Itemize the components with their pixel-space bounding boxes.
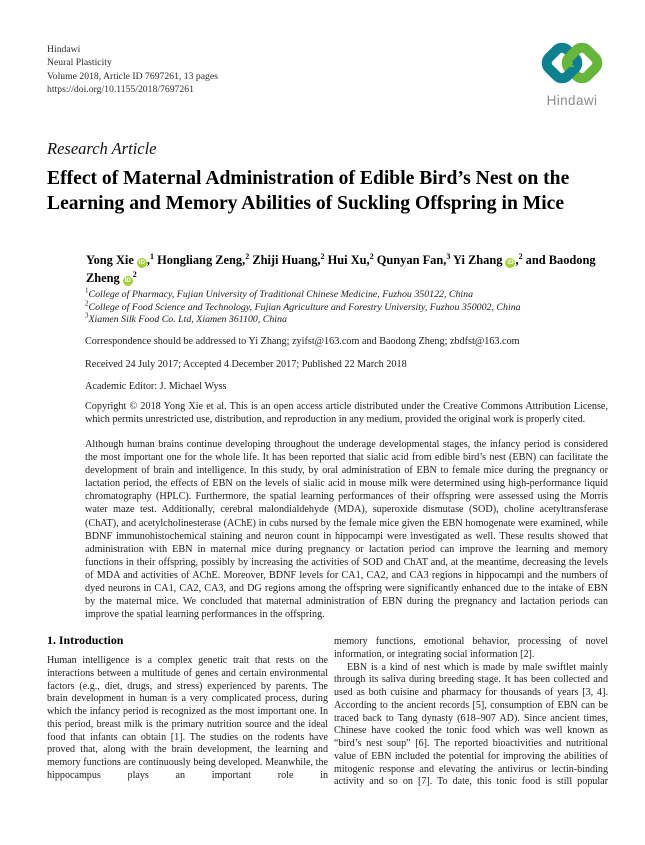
intro-paragraph-1-continuation: memory functions, emotional behavior, processing of novel information, or integrating social information [2]. xyxy=(334,636,608,660)
article-type-label: Research Article xyxy=(47,139,157,158)
doi-link[interactable]: https://doi.org/10.1155/2018/7697261 xyxy=(47,84,194,96)
email-link-zhang[interactable]: zyifst@163.com xyxy=(292,336,360,347)
editor-line: Academic Editor: J. Michael Wyss xyxy=(85,381,227,392)
correspondence-text: Correspondence should be addressed to Yi Zhang; xyxy=(85,336,293,347)
affiliation-item: $^2$College of Food Science and Technology, Fujian Agriculture and Forestry University, Fuzhou 350002, China xyxy=(85,299,521,313)
logo-wordmark: Hindawi xyxy=(546,93,598,108)
author: Yong Xie iD ,$^1$ xyxy=(86,252,154,268)
intro-paragraph-1: Human intelligence is a complex genetic trait that rests on the interactions between a multitude of genes and certain environmental factors (e.g., diet, drugs, and stress) experienced by parents. The brain development in human is a very complicated process, during which the infancy period is recognized as the most important one. In this period, breast milk is the primary nutrition source and the ideal food that infants can obtain [1]. The studies on the rodents have proved that, along with the brain development, the learning and memory functions are continuously being developed. Meanwhile, the hippocampus plays an important role in xyxy=(47,655,328,781)
orcid-icon[interactable]: iD xyxy=(124,276,131,284)
author-list xyxy=(86,252,608,287)
affiliation-list xyxy=(85,286,608,327)
correspondence-text-2: and Baodong Zheng; xyxy=(359,336,450,347)
affiliation-item: $^3$Xiamen Silk Food Co. Ltd, Xiamen 361100, China xyxy=(85,311,287,325)
author: Yi Zhang iD ,$^2$ xyxy=(452,252,523,268)
journal-name: Neural Plasticity xyxy=(47,57,112,69)
affiliation-item: $^1$College of Pharmacy, Fujian University of Traditional Chinese Medicine, Fuzhou 350122, China xyxy=(85,286,474,300)
copyright-notice: Copyright © 2018 Yong Xie et al. This is an open access article distributed under the Creative Commons Attribution License, which permits unrestricted use, distribution, and reproduction in any medium, provided the original work is properly cited. xyxy=(85,401,608,426)
orcid-icon[interactable]: iD xyxy=(138,259,145,267)
correspondence-line xyxy=(85,336,608,347)
logo-rings-icon xyxy=(534,40,610,87)
author: Qunyan Fan,$^3$ xyxy=(376,252,451,268)
volume-line: Volume 2018, Article ID 7697261, 13 pages xyxy=(47,70,218,82)
author: Zhiji Huang,$^2$ xyxy=(252,252,325,268)
author: Hongliang Zeng,$^2$ xyxy=(157,252,250,268)
intro-right-column xyxy=(334,636,608,789)
header-meta xyxy=(47,43,218,97)
intro-paragraph-2: EBN is a kind of nest which is made by male swiftlet mainly through its saliva during breeding stage. It has been collected and used as both cuisine and pharmacy for thousands of years [3, 4]. According to the ancient records [5], consumption of EBN can be traced back to Tang dynasty (618–907 AD). Since ancient times, Chinese have cooked the tonic food which was well known as “bird’s nest soup” [6]. The reported bioactivities and nutritional value of EBN included the potential for improving the abilities of mitogenic response and elevating the antivirus or lectin-binding activity and so on [7]. To date, this tonic food is still popular xyxy=(334,661,608,788)
orcid-icon[interactable]: iD xyxy=(507,259,514,267)
intro-left-column xyxy=(47,655,328,783)
publisher-name: Hindawi xyxy=(47,44,81,55)
hindawi-logo xyxy=(529,40,615,108)
email-link-zheng[interactable]: zbdfst@163.com xyxy=(449,336,520,347)
author: and Baodong Zheng $iD^2$ xyxy=(86,253,596,285)
author: Hui Xu,$^2$ xyxy=(327,252,374,268)
abstract-text: Although human brains continue developing throughout the underage developmental stages, the infancy period is considered the most important one for the whole life. It has been reported that sialic acid from edible bird’s nest (EBN) can facilitate the development of brain and intelligence. In this study, by oral administration of EBN to female mice during the pregnancy or lactation period, the effects of EBN on the levels of sialic acid in mouse milk were determined using high-performance liquid chromatography (HPLC). Furthermore, the spatial learning performances of their offspring were assessed using the Morris water maze test. Additionally, cerebral malondialdehyde (MDA), superoxide dismutase (SOD), choline acetyltransferase (ChAT), and acetylcholinesterase (AChE) in cubs nursed by the female mice given the EBN homogenate were examined, while BDNF immunohistochemical staining and neuron count in hippocampi were investigated as well. These results showed that administration with EBN in maternal mice during pregnancy or lactation period can improve the learning and memory functions in their offspring, possibly by increasing the activities of SOD and ChAT and, at the meantime, decreasing the levels of MDA and activities of AChE. Moreover, BDNF levels for CA1, CA2, and CA3 regions in hippocampi and the numbers of dyed neurons in CA1, CA2, CA3, and DG regions among the offspring were significantly enhanced due to the intake of EBN by the maternal mice. We concluded that maternal administration of EBN during the pregnancy and lactation periods can improve the spatial learning performances in the offspring. xyxy=(85,439,608,621)
article-title: Effect of Maternal Administration of Edible Bird’s Nest on the Learning and Memory Abilities of Suckling Offspring in Mice xyxy=(47,168,570,215)
section-heading-introduction: 1. Introduction xyxy=(47,633,124,647)
history-line: Received 24 July 2017; Accepted 4 December 2017; Published 22 March 2018 xyxy=(85,359,407,370)
